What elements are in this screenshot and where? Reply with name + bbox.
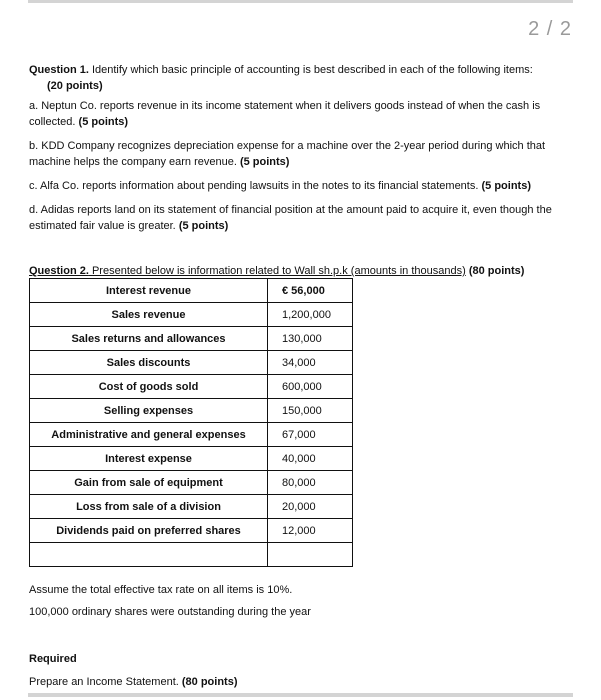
table-row: [30, 303, 353, 327]
question-2-heading: [29, 265, 599, 277]
row-label: Gain from sale of equipment: [30, 471, 268, 495]
table-row: [30, 423, 353, 447]
tax-rate-note: Assume the total effective tax rate on all items is 10%.: [29, 584, 293, 596]
row-label: Dividends paid on preferred shares: [30, 519, 268, 543]
row-label: Sales returns and allowances: [30, 327, 268, 351]
row-label: Sales revenue: [30, 303, 268, 327]
financial-data-table: [29, 278, 353, 567]
required-label: Required: [29, 653, 77, 665]
question-1-item-a: a. Neptun Co. reports revenue in its income statement when it delivers goods instead of when the cash is collected. (5 points): [29, 100, 541, 128]
row-label: Selling expenses: [30, 399, 268, 423]
row-value: 80,000: [268, 471, 353, 495]
question-1-text: Identify which basic principle of accounting is best described in each of the following items:: [88, 64, 533, 76]
top-divider: [28, 0, 573, 3]
question-1-label: Question 1.: [29, 64, 89, 76]
table-row-empty: [30, 543, 353, 567]
row-label: Interest revenue: [30, 279, 268, 303]
question-2-label: Question 2.: [29, 265, 89, 277]
row-value: 12,000: [268, 519, 353, 543]
question-1-points: (20 points): [47, 80, 103, 92]
row-value: 67,000: [268, 423, 353, 447]
table-row: [30, 447, 353, 471]
question-1-heading: [29, 62, 574, 94]
row-value: 150,000: [268, 399, 353, 423]
row-label: Administrative and general expenses: [30, 423, 268, 447]
bottom-divider: [28, 693, 573, 697]
row-value: 130,000: [268, 327, 353, 351]
row-value: 20,000: [268, 495, 353, 519]
question-1-item-b: b. KDD Company recognizes depreciation expense for a machine over the 2-year period during which that machine helps the company earn revenue. (5 points): [29, 140, 546, 168]
table-row: [30, 519, 353, 543]
table-row: [30, 495, 353, 519]
row-label: Loss from sale of a division: [30, 495, 268, 519]
question-2-points: (80 points): [468, 265, 525, 277]
table-row: [30, 351, 353, 375]
question-2-text: Presented below is information related to Wall sh.p.k (amounts in thousands): [88, 265, 466, 277]
table-row: [30, 399, 353, 423]
table-row: [30, 471, 353, 495]
row-label: Cost of goods sold: [30, 375, 268, 399]
row-value: € 56,000: [268, 279, 353, 303]
row-value: 1,200,000: [268, 303, 353, 327]
row-label: Sales discounts: [30, 351, 268, 375]
question-1-item-d: d. Adidas reports land on its statement of financial position at the amount paid to acquire it, even though the estimated fair value is greater. (5 points): [29, 204, 552, 232]
table-row: [30, 279, 353, 303]
table-row: [30, 327, 353, 351]
shares-note: 100,000 ordinary shares were outstanding during the year: [29, 606, 311, 618]
question-1-item-c: c. Alfa Co. reports information about pending lawsuits in the notes to its financial statements. (5 points): [29, 180, 531, 192]
row-label: Interest expense: [30, 447, 268, 471]
row-value: 34,000: [268, 351, 353, 375]
page-number: 2 / 2: [528, 18, 572, 40]
table-row: [30, 375, 353, 399]
row-value: 40,000: [268, 447, 353, 471]
row-value: 600,000: [268, 375, 353, 399]
required-text: Prepare an Income Statement. (80 points): [29, 676, 238, 688]
